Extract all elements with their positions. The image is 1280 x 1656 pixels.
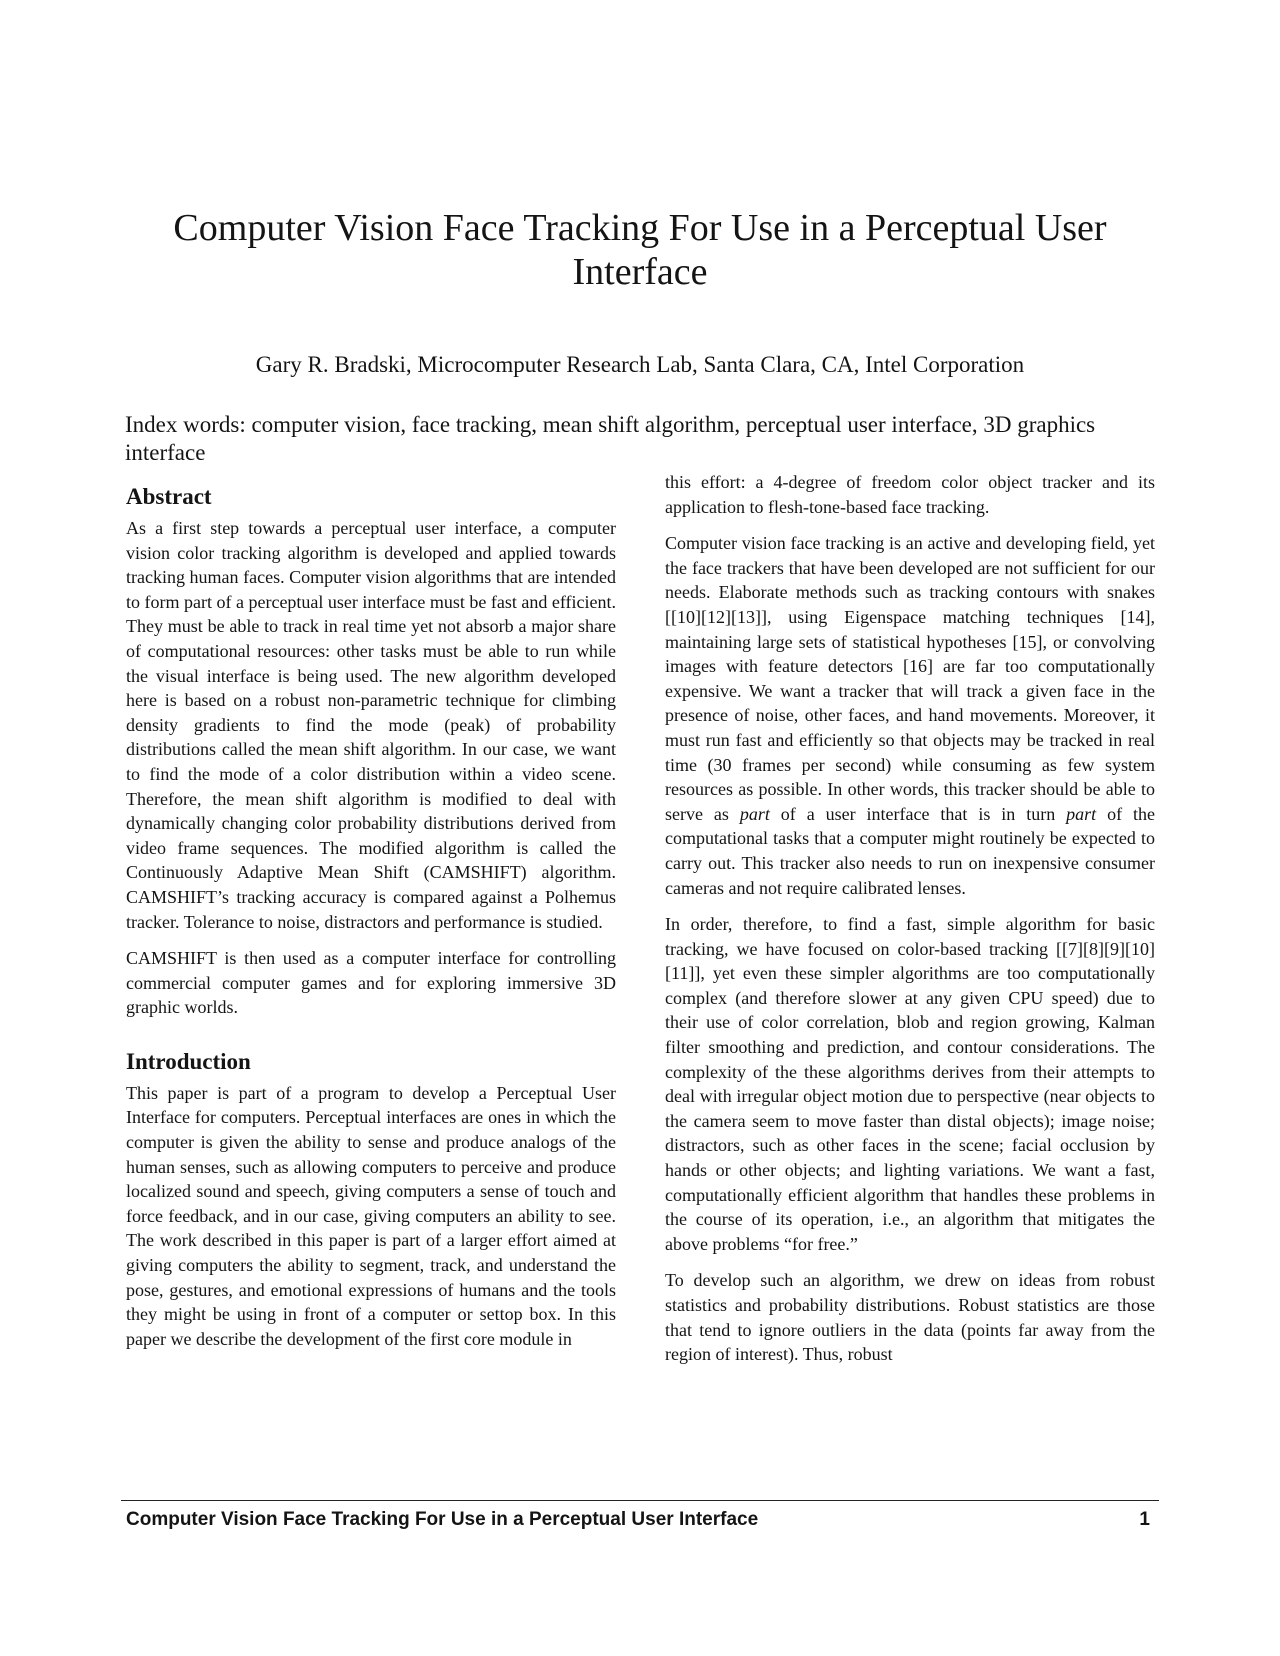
abstract-heading: Abstract [126,484,212,509]
left-column [126,483,616,1351]
abstract-paragraph-1: As a first step towards a perceptual user interface, a computer vision color tracking algorithm is developed and applied towards tracking human faces. Computer vision algorithms that are intended to form part of a perceptual user interface must be fast and efficient. They must be able to track in real time yet not absorb a major share of computational resources: other tasks must be able to run while the visual interface is being used. The new algorithm developed here is based on a robust non-parametric technique for climbing density gradients to find the mode (peak) of probability distributions called the mean shift algorithm. In our case, we want to find the mode of a color distribution within a video scene. Therefore, the mean shift algorithm is modified to deal with dynamically changing color probability distributions derived from video frame sequences. The modified algorithm is called the Continuously Adaptive Mean Shift (CAMSHIFT) algorithm. CAMSHIFT’s tracking accuracy is compared against a Polhemus tracker. Tolerance to noise, distractors and performance is studied. [126,518,616,932]
introduction-paragraph-1: This paper is part of a program to develop a Perceptual User Interface for computers. Perceptual interfaces are ones in which the computer is given the ability to sense and produce analogs of the human senses, such as allowing computers to perceive and produce localized sound and speech, giving computers a sense of touch and force feedback, and in our case, giving computers an ability to see. The work described in this paper is part of a larger effort aimed at giving computers the ability to segment, track, and understand the pose, gestures, and emotional expressions of humans and the tools they might be using in front of a computer or settop box. In this paper we describe the development of the first core module in [126,1082,616,1349]
author-line: Gary R. Bradski, Microcomputer Research Lab, Santa Clara, CA, Intel Corporation [255,352,1025,377]
paper-title: Computer Vision Face Tracking For Use in a Perceptual User Interface [173,207,1107,293]
introduction-paragraph-1-continued: this effort: a 4-degree of freedom color object tracker and its application to flesh-tone-based face tracking. [665,472,1155,517]
abstract-paragraph-2: CAMSHIFT is then used as a computer interface for controlling commercial computer games and for exploring immersive 3D graphic worlds. [126,948,616,1018]
emphasis-part-2: part [1066,803,1097,824]
emphasis-part-1: part [739,803,770,824]
introduction-paragraph-2 [665,531,1155,900]
index-words: Index words: computer vision, face tracking, mean shift algorithm, perceptual user interface, 3D graphics interface [125,412,1096,465]
paragraph-2-text-b: of a user interface that is in turn [769,803,1067,824]
introduction-paragraph-4: To develop such an algorithm, we drew on ideas from robust statistics and probability distributions. Robust statistics are those that tend to ignore outliers in the data (points far away from the region of interest). Thus, robust [665,1270,1155,1365]
right-column [665,470,1155,1367]
introduction-paragraph-3: In order, therefore, to find a fast, simple algorithm for basic tracking, we have focused on color-based tracking [[7][8][9][10][11]], yet even these simpler algorithms are too computationally complex (and therefore slower at any given CPU speed) due to their use of color correlation, blob and region growing, Kalman filter smoothing and prediction, and contour considerations. The complexity of the these algorithms derives from their attempts to deal with irregular object motion due to perspective (near objects to the camera seem to move faster than distal objects); image noise; distractors, such as other faces in the scene; facial occlusion by hands or other objects; and lighting variations. We want a fast, computationally efficient algorithm that handles these problems in the course of its operation, i.e., an algorithm that mitigates the above problems “for free.” [665,914,1155,1254]
introduction-heading: Introduction [126,1048,251,1074]
footer-page-number: 1 [1139,1509,1150,1530]
paragraph-2-text-c: of the computational tasks that a computer might routinely be expected to carry out. This tracker also needs to run on inexpensive consumer cameras and not require calibrated lenses. [665,803,1155,898]
footer-running-title: Computer Vision Face Tracking For Use in a Perceptual User Interface [126,1509,759,1530]
paragraph-2-text-a: Computer vision face tracking is an active and developing field, yet the face trackers that have been developed are not sufficient for our needs. Elaborate methods such as tracking contours with snakes [[10][12][13]], using Eigenspace matching techniques [14], maintaining large sets of statistical hypotheses [15], or convolving images with feature detectors [16] are far too computationally expensive. We want a tracker that will track a given face in the presence of noise, other faces, and hand movements. Moreover, it must run fast and efficiently so that objects may be tracked in real time (30 frames per second) while consuming as few system resources as possible. In other words, this tracker should be able to serve as [665,533,1155,824]
footer-divider [121,1500,1159,1501]
